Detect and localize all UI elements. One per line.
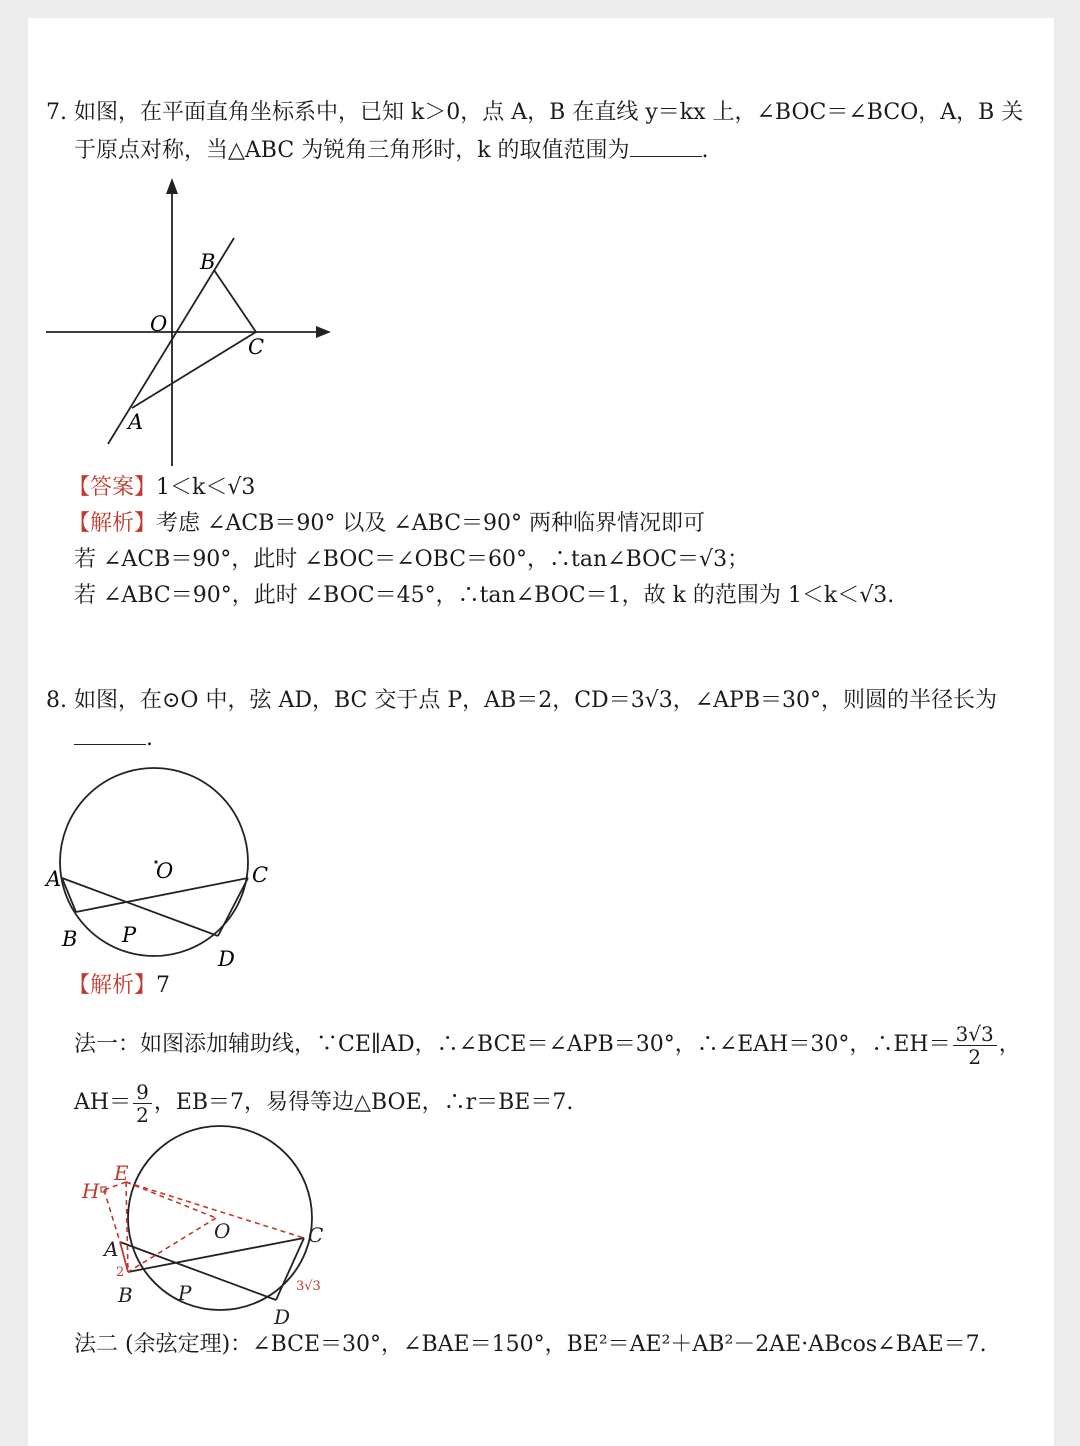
q7-analysis-line1: 【解析】考虑 ∠ACB＝90° 以及 ∠ABC＝90° 两种临界情况即可 xyxy=(68,511,706,536)
q7-analysis-line3: 若 ∠ABC＝90°，此时 ∠BOC＝45°，∴tan∠BOC＝1，故 k 的范围为 1＜k＜√3. xyxy=(74,583,895,608)
label-C: C xyxy=(308,1223,324,1247)
q7-analysis-line2: 若 ∠ACB＝90°，此时 ∠BOC＝∠OBC＝60°，∴tan∠BOC＝√3； xyxy=(74,547,750,572)
answer-blank xyxy=(630,134,702,157)
label-length-cd: 3√3 xyxy=(296,1279,321,1294)
q7-stem-line2: 于原点对称，当△ABC 为锐角三角形时，k 的取值范围为 . xyxy=(74,134,709,166)
q8-method1-line2: AH＝ $\frac{9}{2}$ ，EB＝7，易得等边△BOE，∴r＝BE＝7. xyxy=(74,1079,574,1127)
q8-auxiliary-figure xyxy=(78,1124,348,1329)
q8-method1-line1: 法一：如图添加辅助线，∵CE∥AD，∴∠BCE＝∠APB＝30°，∴∠EAH＝30°，∴EH＝ $\frac{3√3}{2}$ ， xyxy=(74,1021,1021,1069)
q8-circle-figure xyxy=(42,766,272,971)
q8-stem-line1: 8. 如图，在⊙O 中，弦 AD，BC 交于点 P，AB＝2，CD＝3√3，∠APB＝30°，则圆的半径长为 xyxy=(46,688,997,713)
label-H: H xyxy=(82,1179,100,1203)
label-D: D xyxy=(274,1305,291,1329)
label-length-ab: 2 xyxy=(116,1265,125,1280)
label-A: A xyxy=(46,867,62,891)
label-A: A xyxy=(128,410,144,434)
label-A: A xyxy=(104,1237,119,1261)
label-O: O xyxy=(156,859,174,883)
label-D: D xyxy=(218,947,235,971)
fraction-eh: $\frac{3√3}{2}$ xyxy=(953,1023,997,1068)
label-O: O xyxy=(214,1219,231,1243)
q7-answer: 【答案】1＜k＜√3 xyxy=(68,475,256,500)
label-P: P xyxy=(122,923,137,947)
q8-stem-line2: . xyxy=(74,722,153,754)
fraction-ah: $\frac{9}{2}$ xyxy=(133,1081,152,1126)
answer-blank xyxy=(74,722,146,745)
label-P: P xyxy=(178,1281,192,1305)
label-C: C xyxy=(252,863,269,887)
label-B: B xyxy=(118,1283,133,1307)
q8-answer: 【解析】7 xyxy=(68,973,171,998)
label-C: C xyxy=(248,335,265,359)
label-B: B xyxy=(200,250,216,274)
label-E: E xyxy=(114,1161,129,1185)
q8-method2-line: 法二 (余弦定理)：∠BCE＝30°，∠BAE＝150°，BE²＝AE²＋AB²－2AE·ABcos∠BAE＝7. xyxy=(74,1332,987,1357)
q7-coordinate-figure xyxy=(46,176,336,476)
worksheet-page xyxy=(28,18,1054,1446)
label-B: B xyxy=(62,927,78,951)
q7-stem-line1: 7. 如图，在平面直角坐标系中，已知 k＞0，点 A，B 在直线 y＝kx 上，∠BOC＝∠BCO，A，B 关 xyxy=(46,100,1024,125)
label-O: O xyxy=(150,312,168,336)
